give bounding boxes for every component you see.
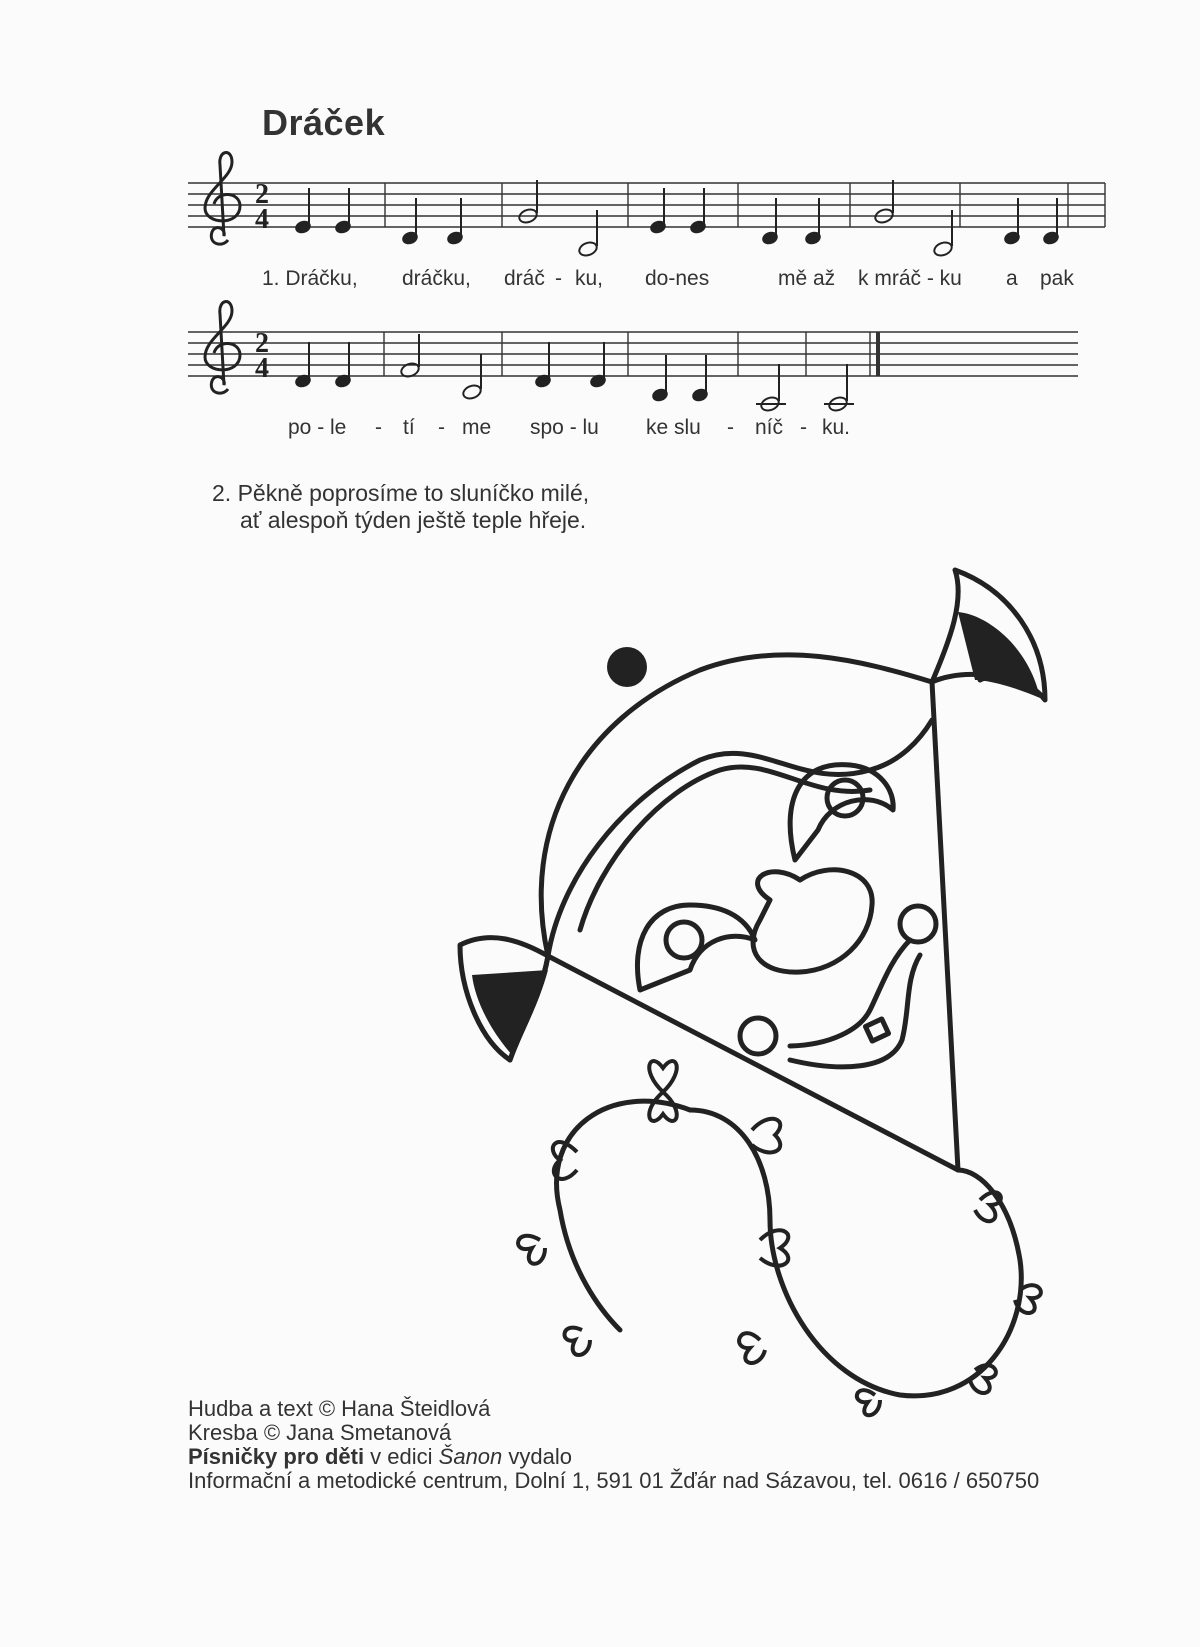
lyric: mě až (778, 267, 836, 290)
lyric: - (438, 416, 445, 439)
verse-2-line-1: 2. Pěkně poprosíme to sluníčko milé, (212, 480, 590, 506)
publisher-verb: vydalo (502, 1444, 572, 1469)
publisher-address: Informační a metodické centrum, Dolní 1, 591 01 Žďár nad Sázavou, tel. 0616 / 650750 (188, 1468, 1040, 1493)
lyric: dráč (504, 267, 545, 290)
lyric: ke slu (646, 416, 701, 439)
lyric: ku. (822, 416, 851, 439)
svg-text:2: 2 (255, 328, 269, 359)
lyrics-staff-2 (288, 416, 850, 439)
lyric: níč (755, 416, 784, 439)
lyric: pak (1040, 267, 1074, 290)
verse-2-line-2: ať alespoň týden ještě teple hřeje. (240, 507, 587, 533)
notes-staff-1 (295, 180, 1060, 258)
lyric: dráčku, (402, 267, 471, 290)
treble-clef-icon (205, 153, 240, 245)
lyric: - (375, 416, 382, 439)
treble-clef-icon (205, 302, 240, 394)
staff-1 (188, 183, 1105, 227)
edition-name: Šanon (438, 1444, 503, 1469)
staff-2 (188, 332, 1078, 376)
time-signature-1 (255, 179, 269, 235)
svg-text:4: 4 (255, 353, 269, 384)
edition-text: v edici (364, 1444, 439, 1469)
lyric: a (1006, 267, 1018, 290)
lyric: do-nes (645, 267, 710, 290)
lyric: tí (403, 416, 415, 439)
notes-staff-2 (295, 334, 854, 413)
lyric: ku, (575, 267, 604, 290)
time-sig-top: 2 (255, 179, 269, 210)
lyric: 1. Dráčku, (262, 267, 358, 290)
credit-music-text: Hudba a text © Hana Šteidlová (188, 1396, 491, 1421)
credit-publisher (188, 1445, 1039, 1469)
song-title: Dráček (262, 102, 386, 143)
verse-2 (212, 480, 589, 534)
lyric: k mráč - ku (858, 267, 962, 290)
series-name: Písničky pro děti (188, 1444, 365, 1469)
lyric: po - le (288, 416, 347, 439)
time-signature-2 (255, 328, 269, 384)
lyric: - (727, 416, 734, 439)
lyric: spo - lu (530, 416, 599, 439)
kite-illustration (440, 560, 1060, 1420)
credit-drawing: Kresba © Jana Smetanová (188, 1420, 452, 1445)
credits (188, 1397, 1039, 1493)
lyric: - (555, 267, 562, 290)
time-sig-bottom: 4 (255, 204, 269, 235)
lyric: me (462, 416, 492, 439)
lyric: - (800, 416, 807, 439)
lyrics-staff-1 (262, 267, 1074, 290)
